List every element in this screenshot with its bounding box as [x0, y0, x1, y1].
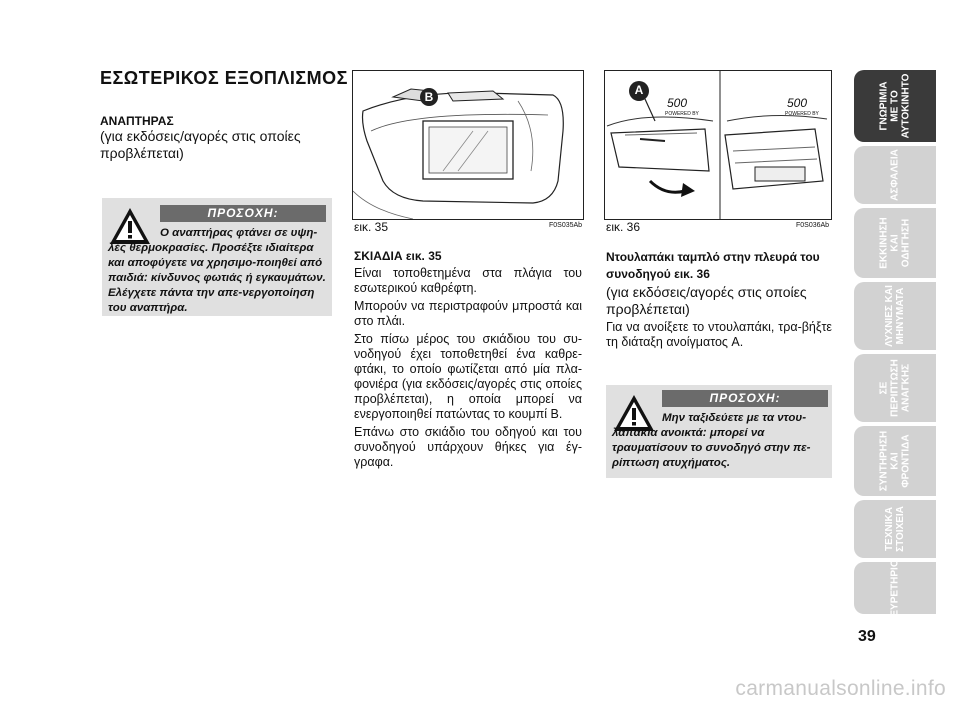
paragraph: Μπορούν να περιστραφούν μπροστά και στο πλάι.	[354, 299, 582, 328]
tab-label: ΕΚΚΙΝΗΣΗ ΚΑΙ ΟΔΗΓΗΣΗ	[878, 217, 912, 269]
tab-label: ΑΣΦΑΛΕΙΑ	[889, 149, 901, 201]
tab-label: ΓΝΩΡΙΜΙΑ ΜΕ ΤΟ ΑΥΤΟΚΙΝΗΤΟ	[878, 73, 912, 139]
glove-box-heading: Ντουλαπάκι ταμπλό στην πλευρά του συνοδηγού εικ. 36	[606, 250, 820, 281]
brand-logo-left: 500	[667, 96, 688, 110]
paragraph: Στο πίσω μέρος του σκιάδιου του συ-νοδηγού έχει τοποθετηθεί ένα καθρε-φτάκι, το οποίο φωτίζεται από μία πλα-φονιέρα (για εκδόσεις/αγορές στις οποίες προβλέπεται), η οποία μπορεί να ενεργοποιηθεί πατώντας το κουμπί B.	[354, 332, 582, 421]
tab-safety[interactable]	[854, 146, 936, 204]
warning-title: ΠΡΟΣΟΧΗ:	[662, 390, 828, 407]
figure-36-caption: εικ. 36	[606, 220, 641, 234]
tab-label: ΣΥΝΤΗΡΗΣΗ ΚΑΙ ΦΡΟΝΤΙΔΑ	[878, 430, 912, 492]
figure-label-a: A	[634, 83, 644, 97]
warning-text: Μην ταξιδεύετε με τα ντου-λαπάκια ανοικτά: μπορεί να τραυματίσουν το συνοδηγό στην πε-ρίπτωση ατυχήματος.	[612, 412, 811, 469]
tab-label: ΛΥΧΝΙΕΣ ΚΑΙ ΜΗΝΥΜΑΤΑ	[884, 285, 906, 347]
glove-box-warning-box	[606, 385, 832, 478]
paragraph: Είναι τοποθετημένα στα πλάγια του εσωτερικού καθρέφτη.	[354, 266, 582, 295]
tab-label: ΣΕ ΠΕΡΙΠΤΩΣΗ ΑΝΑΓΚΗΣ	[878, 359, 912, 417]
tab-emergency[interactable]	[854, 354, 936, 422]
glove-box-note: (για εκδόσεις/αγορές στις οποίες προβλέπεται)	[606, 284, 807, 317]
glove-box-figure	[604, 70, 832, 220]
sun-visor-figure	[352, 70, 584, 220]
tab-maintenance[interactable]	[854, 426, 936, 496]
section-title: ΕΣΩΤΕΡΙΚΟΣ ΕΞΟΠΛΙΣΜΟΣ	[100, 68, 348, 88]
tab-label: ΤΕΧΝΙΚΑ ΣΤΟΙΧΕΙΑ	[884, 506, 906, 552]
lighter-heading: ΑΝΑΠΤΗΡΑΣ	[100, 114, 174, 128]
glove-box-body: Για να ανοίξετε το ντουλαπάκι, τρα-βήξτε τη διάταξη ανοίγματος A.	[606, 320, 832, 349]
figure-35-code: F0S035Ab	[549, 222, 583, 229]
lighter-note: (για εκδόσεις/αγορές στις οποίες προβλέπεται)	[100, 128, 301, 161]
watermark: carmanualsonline.info	[735, 677, 946, 700]
tab-index[interactable]	[854, 559, 936, 617]
paragraph: Επάνω στο σκιάδιο του οδηγού και του συνοδηγού υπάρχουν θήκες για έγ-γραφα.	[354, 425, 582, 469]
sun-visor-body	[354, 266, 582, 473]
warning-text: Ο αναπτήρας φτάνει σε υψη-λές θερμοκρασίες. Προσέξτε ιδιαίτερα και αποφύγετε να χρησιμο-ποιηθεί από παιδιά: κίνδυνος φωτιάς ή εγκαυμάτων. Ελέγχετε πάντα την απε-νεργοποίηση του αναπτήρα.	[108, 227, 326, 314]
tab-label: ΕΥΡΕΤΗΡΙΟ	[889, 559, 901, 617]
lighter-warning-box	[102, 198, 332, 316]
page-number: 39	[858, 628, 876, 645]
figure-label-b: B	[424, 90, 434, 104]
brand-logo-right: 500	[787, 96, 808, 110]
tab-technical-data[interactable]	[854, 500, 936, 558]
warning-title: ΠΡΟΣΟΧΗ:	[160, 205, 326, 222]
tab-getting-to-know[interactable]	[854, 70, 936, 142]
powered-by-right: POWERED BY	[785, 111, 819, 117]
tab-starting-driving[interactable]	[854, 208, 936, 278]
sun-visor-heading: ΣΚΙΑΔΙΑ εικ. 35	[354, 249, 442, 263]
tab-lights-messages[interactable]	[854, 282, 936, 350]
figure-36-code: F0S036Ab	[796, 222, 830, 229]
figure-35-caption: εικ. 35	[354, 220, 389, 234]
powered-by-left: POWERED BY	[665, 111, 699, 117]
